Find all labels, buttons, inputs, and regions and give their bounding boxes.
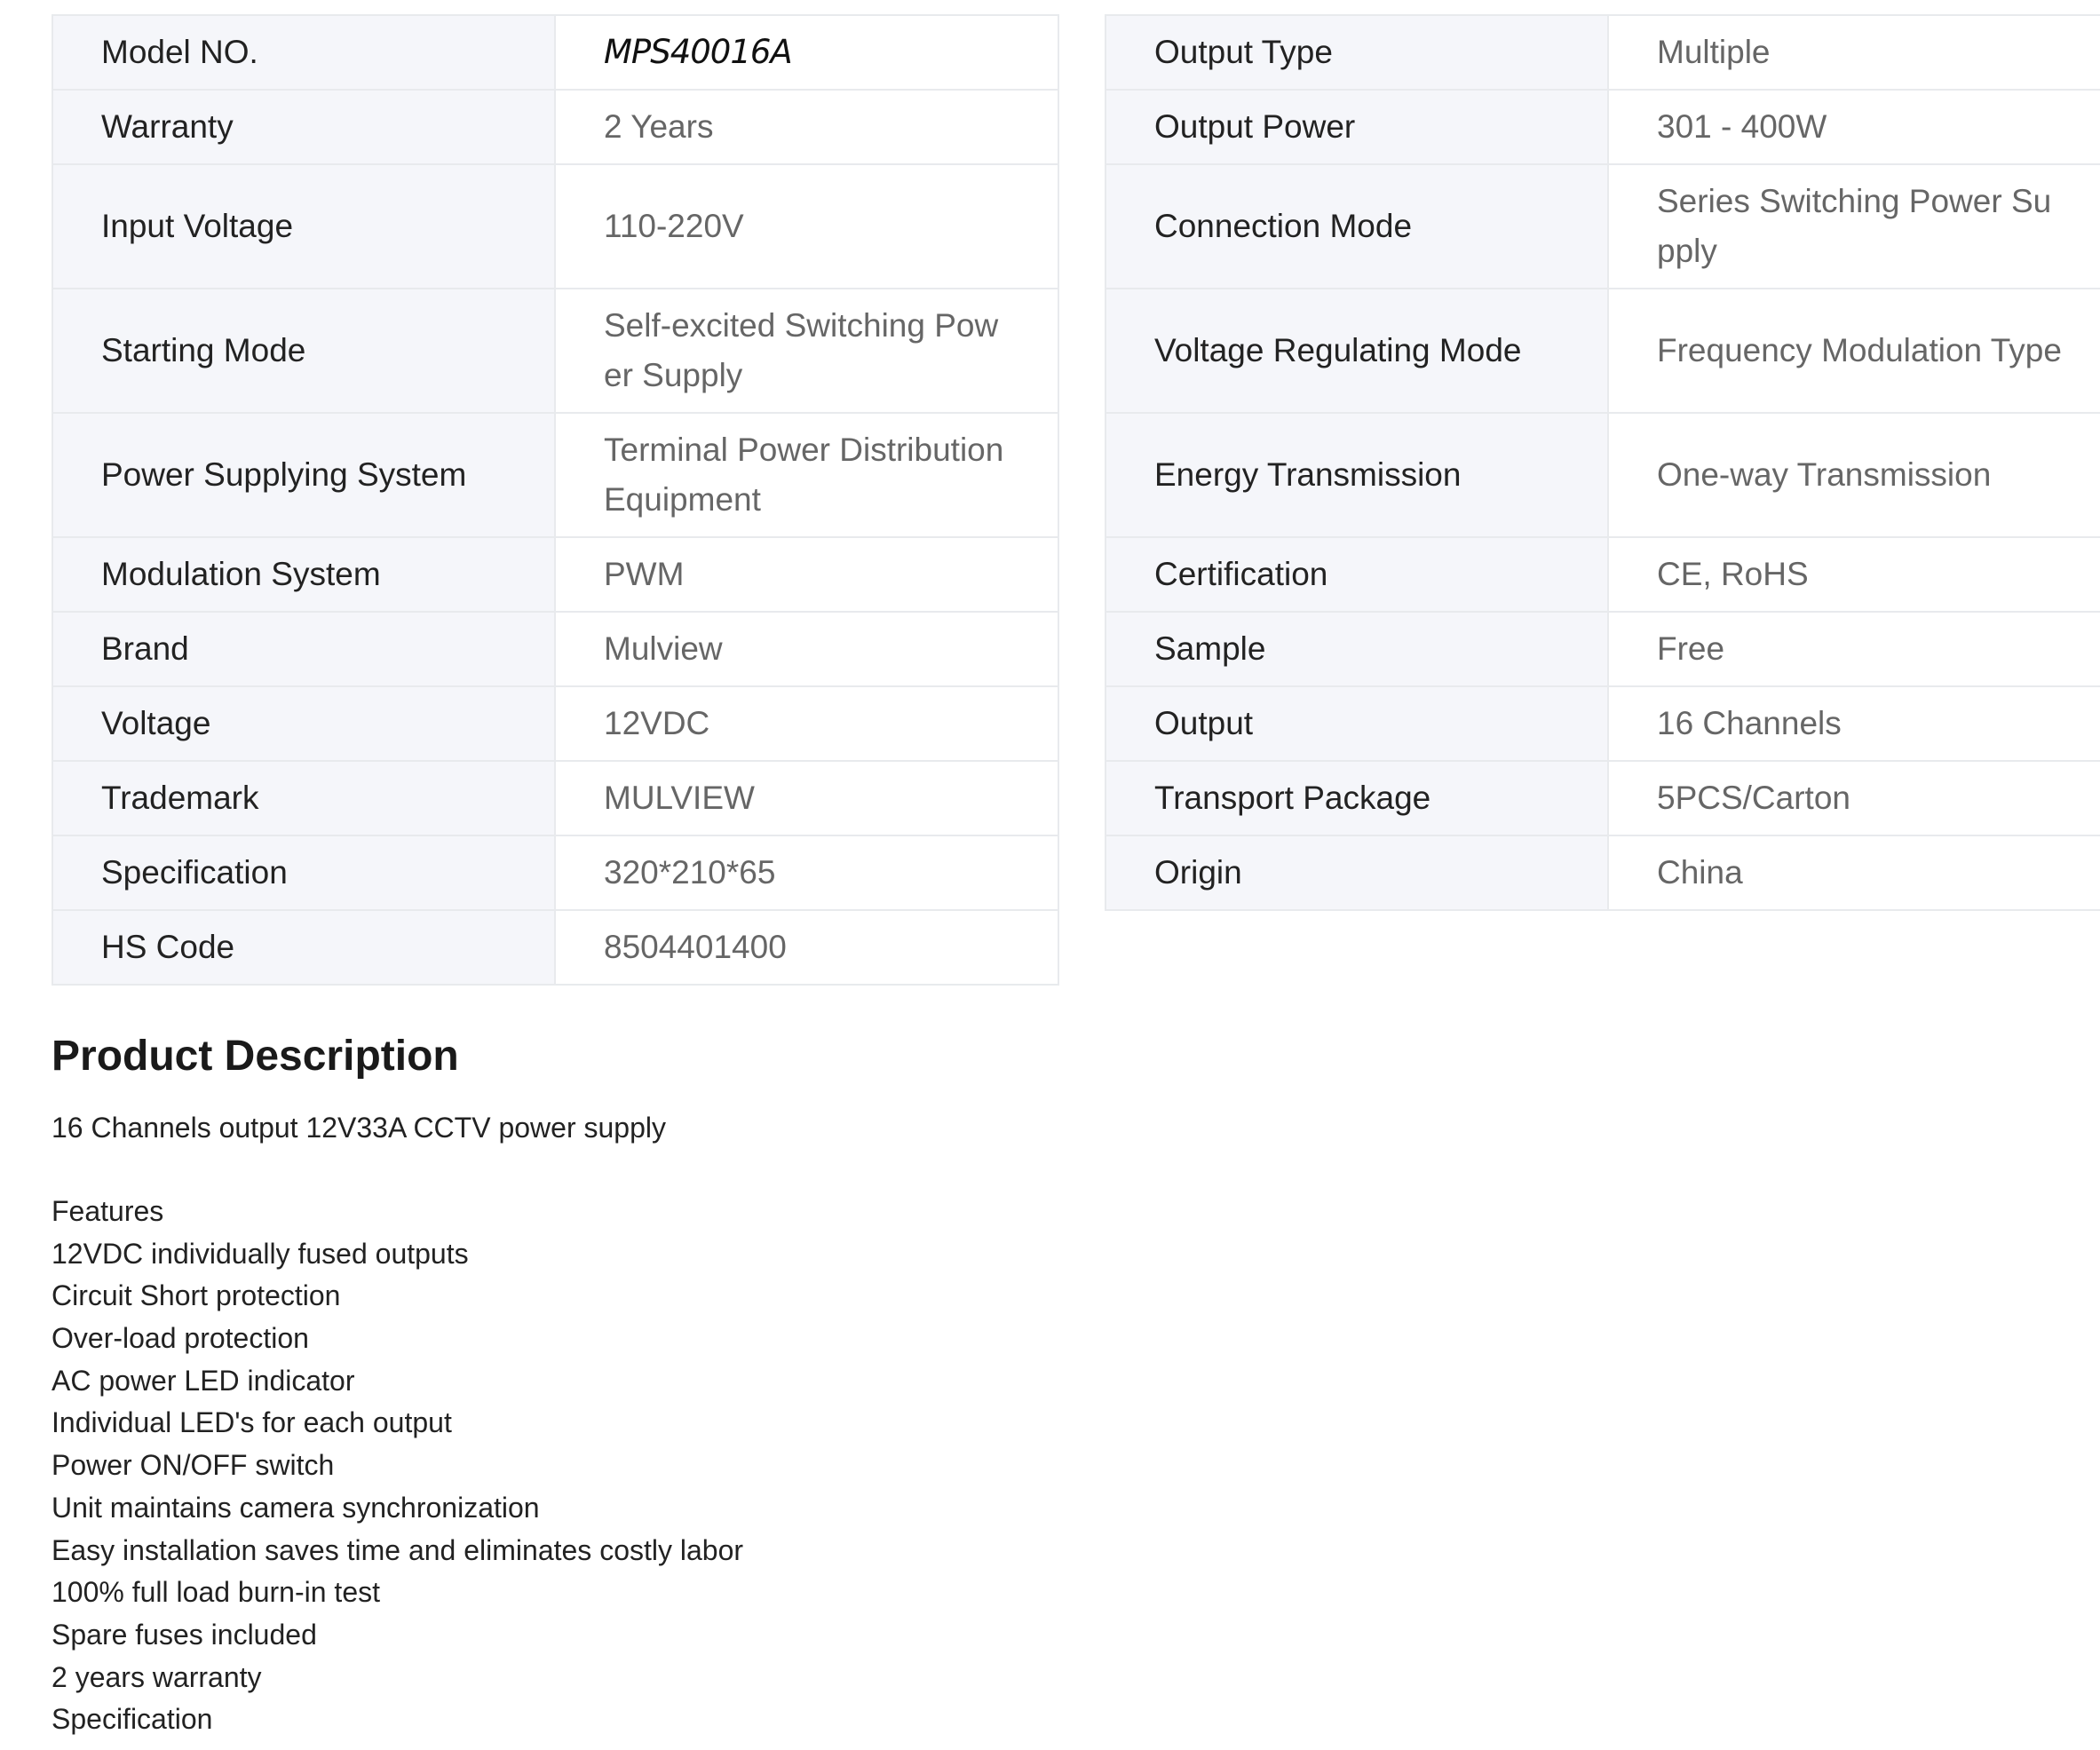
product-description-heading: Product Description [52,1033,459,1080]
spec-value: Frequency Modulation Type [1608,289,2100,413]
spec-row-power-supplying-system [52,413,1058,537]
spec-value: One-way Transmission [1608,413,2100,537]
spec-label: Origin [1105,835,1608,910]
list-item: Spare fuses included [52,1618,317,1651]
feature-list [52,1193,743,1744]
list-item: Circuit Short protection [52,1279,341,1312]
spec-value: 12VDC [555,686,1058,761]
spec-label: Specification [52,835,555,910]
spec-label: Brand [52,612,555,686]
spec-row-transport-package [1105,761,2100,835]
spec-value: PWM [555,537,1058,612]
spec-row-connection-mode [1105,164,2100,289]
spec-table-left [52,14,1059,986]
spec-row-model-no [52,15,1058,90]
spec-value: Free [1608,612,2100,686]
spec-label: Output Power [1105,90,1608,164]
list-item: Power ON/OFF switch [52,1449,335,1482]
spec-value: 320*210*65 [555,835,1058,910]
spec-label: Power Supplying System [52,413,555,537]
spec-value: 8504401400 [555,910,1058,985]
list-item: 100% full load burn-in test [52,1576,380,1609]
spec-row-starting-mode [52,289,1058,413]
spec-label: Output Type [1105,15,1608,90]
spec-label: Voltage Regulating Mode [1105,289,1608,413]
spec-row-modulation-system [52,537,1058,612]
spec-label: Transport Package [1105,761,1608,835]
spec-label: Connection Mode [1105,164,1608,289]
spec-row-origin [1105,835,2100,910]
spec-value: 5PCS/Carton [1608,761,2100,835]
specification-heading: Specification [52,1703,213,1736]
list-item: Easy installation saves time and eliminates costly labor [52,1533,744,1566]
spec-value: Series Switching Power Supply [1608,164,2100,289]
list-item: Unit maintains camera synchronization [52,1491,540,1524]
spec-label: Input Voltage [52,164,555,289]
product-description-intro: 16 Channels output 12V33A CCTV power supply [52,1112,666,1144]
spec-row-energy-transmission [1105,413,2100,537]
spec-row-voltage [52,686,1058,761]
spec-label: HS Code [52,910,555,985]
spec-value: Self-excited Switching Power Supply [555,289,1058,413]
spec-row-warranty [52,90,1058,164]
list-item: Individual LED's for each output [52,1406,452,1439]
spec-row-voltage-regulating-mode [1105,289,2100,413]
spec-row-trademark [52,761,1058,835]
feature-list-heading: Features [52,1195,164,1227]
spec-label: Trademark [52,761,555,835]
spec-row-output-power [1105,90,2100,164]
spec-value: 2 Years [555,90,1058,164]
spec-value: 301 - 400W [1608,90,2100,164]
spec-label: Starting Mode [52,289,555,413]
spec-row-specification [52,835,1058,910]
list-item: Over-load protection [52,1322,309,1355]
spec-table-right [1105,14,2100,911]
spec-value: 16 Channels [1608,686,2100,761]
spec-row-output [1105,686,2100,761]
spec-label: Sample [1105,612,1608,686]
spec-value: MPS40016A [555,15,1058,90]
spec-label: Model NO. [52,15,555,90]
spec-row-input-voltage [52,164,1058,289]
spec-label: Energy Transmission [1105,413,1608,537]
list-item: 2 years warranty [52,1660,262,1693]
spec-row-brand [52,612,1058,686]
spec-value: CE, RoHS [1608,537,2100,612]
list-item: AC power LED indicator [52,1364,355,1397]
spec-value: China [1608,835,2100,910]
spec-value: 110-220V [555,164,1058,289]
spec-label: Voltage [52,686,555,761]
spec-label: Output [1105,686,1608,761]
spec-label: Modulation System [52,537,555,612]
spec-value: Terminal Power Distribution Equipment [555,413,1058,537]
spec-label: Warranty [52,90,555,164]
spec-value: Multiple [1608,15,2100,90]
spec-label: Certification [1105,537,1608,612]
spec-value: Mulview [555,612,1058,686]
spec-row-sample [1105,612,2100,686]
spec-value: MULVIEW [555,761,1058,835]
list-item: 12VDC individually fused outputs [52,1237,469,1270]
spec-row-output-type [1105,15,2100,90]
spec-row-certification [1105,537,2100,612]
spec-row-hs-code [52,910,1058,985]
